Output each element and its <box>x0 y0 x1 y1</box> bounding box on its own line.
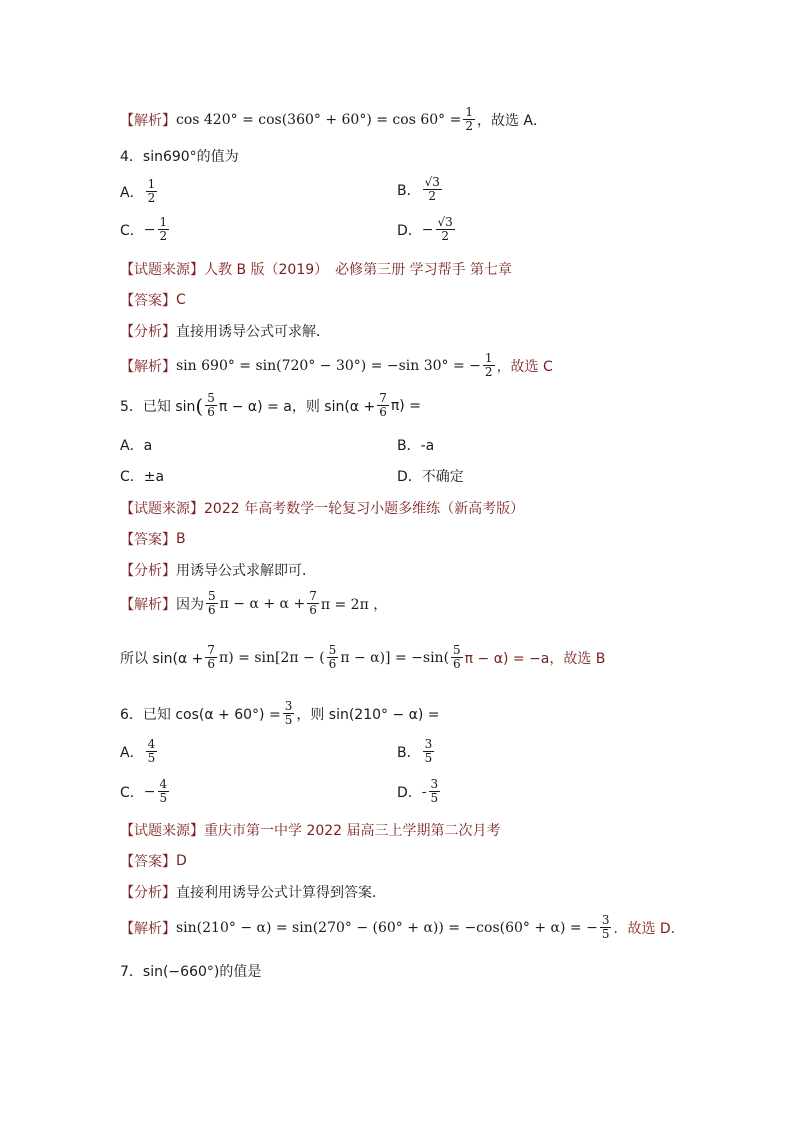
q4-answer: 【答案】 C <box>120 292 186 308</box>
q6-stem: 6．已知 cos(α + 60°) = $\frac{3}{5}$ ，则 sin(210° − α) = <box>120 699 440 727</box>
q6-option-c: C． − $\frac{4}{5}$ <box>120 777 168 805</box>
q5-option-c: C．±a <box>120 469 165 485</box>
q5-source: 【试题来源】 2022 年高考数学一轮复习小题多维练（新高考版） <box>120 500 525 517</box>
q4-option-d: D． − $\frac{√3}{2}$ <box>397 215 453 243</box>
q5-answer: 【答案】 B <box>120 531 186 547</box>
q3-fraction: $\frac{1}{2}$ <box>465 105 473 133</box>
q4-option-b: B． $\frac{√3}{2}$ <box>397 175 440 203</box>
q5-option-d: D．不确定 <box>397 469 464 485</box>
q5-analysis: 【解析】 因为 $\frac{5}{6}$ π − α + α + $\frac{7}{6}$ π = 2π ， <box>120 589 388 617</box>
q5-analysis-line2: 所以 sin(α + $\frac{7}{6}$ π) = sin[2π − ( $\frac{5}{6}$ π − α)] = −sin( $\frac{5}{6}$ π − α) = −a，故选 B <box>120 643 606 671</box>
q7-stem: 7．sin(−660°)的值是 <box>120 964 262 980</box>
q6-fenxi: 【分析】 直接利用诱导公式计算得到答案． <box>120 884 386 901</box>
q6-source: 【试题来源】 重庆市第一中学 2022 届高三上学期第二次月考 <box>120 822 501 839</box>
q4-source: 【试题来源】 人教 B 版（2019） 必修第三册 学习帮手 第七章 <box>120 261 513 278</box>
analysis-tag: 【解析】 <box>120 111 176 128</box>
q5-fenxi: 【分析】 用诱导公式求解即可． <box>120 562 316 579</box>
q6-analysis: 【解析】 sin(210° − α) = sin(270° − (60° + α)) = −cos(60° + α) = − $\frac{3}{5}$ ．故选 D． <box>120 913 685 941</box>
q3-analysis-expr: cos 420° = cos(360° + 60°) = cos 60° = <box>176 111 462 128</box>
q4-option-a: A． $\frac{1}{2}$ <box>120 177 156 205</box>
q6-option-d: D． - $\frac{3}{5}$ <box>397 777 439 805</box>
q4-stem: 4．sin690°的值为 <box>120 149 239 165</box>
q3-tail: ，故选 A． <box>476 112 548 129</box>
q4-fenxi: 【分析】 直接用诱导公式可求解． <box>120 323 330 340</box>
q5-option-b: B．-a <box>397 438 435 454</box>
q4-analysis: 【解析】 sin 690° = sin(720° − 30°) = −sin 30° = − $\frac{1}{2}$ ，故选 C <box>120 351 553 379</box>
q5-option-a: A．a <box>120 438 153 454</box>
q6-option-b: B． $\frac{3}{5}$ <box>397 737 433 765</box>
q3-analysis <box>120 106 547 133</box>
q4-option-c: C． − $\frac{1}{2}$ <box>120 215 168 243</box>
q5-stem: 5．已知 sin ( $\frac{5}{6}$ π − α) = a，则 sin(α + $\frac{7}{6}$ π) = <box>120 391 421 419</box>
q6-answer: 【答案】 D <box>120 853 187 869</box>
q6-option-a: A． $\frac{4}{5}$ <box>120 737 156 765</box>
